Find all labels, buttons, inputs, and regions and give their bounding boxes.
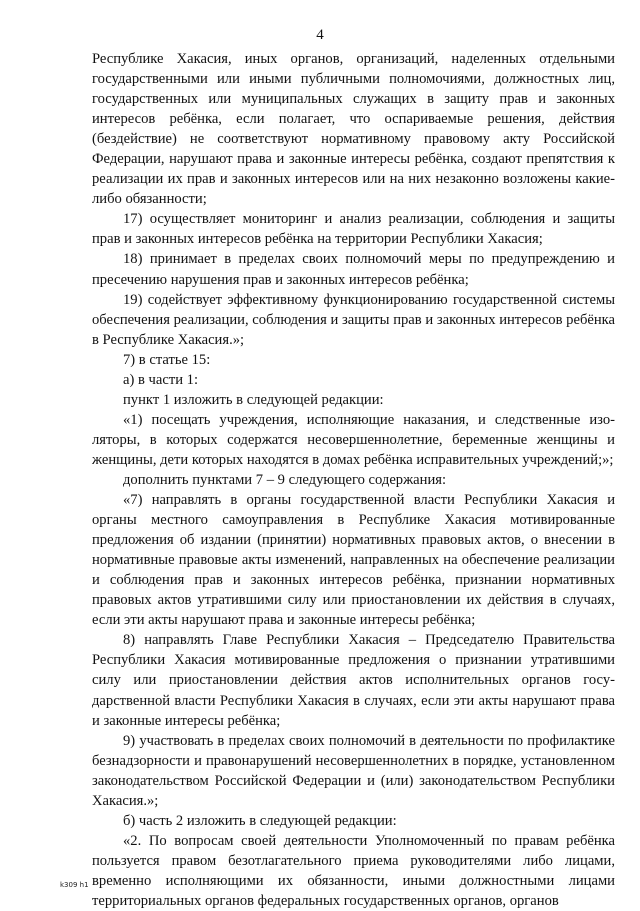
paragraph-continuation: Республике Хакасия, иных органов, организаций, наделенных отдельными государственными или иными публичными полномочиями, должностных лиц, государственных или муниципальных служащих в защиту прав и законных интересов ребёнка, если полагает, что оспариваемые решения, действия (бездействие) не соответствуют нормативному правовому акту Российской Федерации, нарушают права и законные интересы ребёнка, создают препятствия к реализации их прав и законных интересов или на них незаконно возложены какие-либо обязанности;: [92, 51, 615, 208]
paragraph-part-2-text: «2. По вопросам своей деятельности Уполномоченный по правам ребёнка пользуется правом безотлагательного приема руководителями либо лицами, временно исполняющими их обязанности, иными должностными лицами территориальных органов федеральных государственных органов, органов: [92, 832, 615, 909]
paragraph-point-7: «7) направлять в органы государственной власти Республики Хакасия и органы местного самоуправления в Республике Хакасия мотивированные предложения об издании (принятии) нормативных правовых актов, о внесении в нормативные правовые акты изменений, направленных на обеспечение реализации и соблюдения прав и законных интересов ребёнка, признании нормативных правовых актов утратившими силу или приостановлении их действия в случаях, если эти акты нарушают права и законные интересы ребёнка;: [92, 492, 615, 629]
paragraph-part-1: а) в части 1:: [123, 371, 199, 388]
footer-document-code: k309 h1: [60, 881, 89, 889]
paragraph-item-19: 19) содействует эффективному функционированию государственной системы обеспечения реализации, соблюдения и защиты прав и законных интересов ребёнка в Республике Хакасия.»;: [92, 291, 615, 348]
paragraph-part-2-intro: б) часть 2 изложить в следующей редакции:: [123, 812, 397, 829]
paragraph-point-1-text: «1) посещать учреждения, исполняющие наказания, и следственные изоляторы, в которых содержатся несовершеннолетние, беременные женщины и женщины, дети которых находятся в домах ребёнка исправительных учреждений;»;: [92, 411, 615, 468]
page-number: 4: [316, 27, 324, 43]
document-body: [92, 49, 615, 911]
paragraph-item-17: 17) осуществляет мониторинг и анализ реализации, соблюдения и защиты прав и законных интересов ребёнка на территории Республики Хакасия;: [92, 211, 615, 248]
paragraph-point-9: 9) участвовать в пределах своих полномочий в деятельности по профилактике безнадзорности и правонарушений несовершеннолетних в порядке, установленном законодательством Российской Федерации и (или) законодательством Республики Хакасия.»;: [92, 732, 615, 809]
paragraph-point-1-intro: пункт 1 изложить в следующей редакции:: [123, 391, 384, 408]
paragraph-item-18: 18) принимает в пределах своих полномочий меры по предупреждению и пресечению нарушения прав и законных интересов ребёнка;: [92, 251, 615, 288]
paragraph-article-15: 7) в статье 15:: [123, 351, 211, 368]
paragraph-point-8: 8) направлять Главе Республики Хакасия – Председателю Правительства Республики Хакасия мотивированные предложения о признании утратившими силу или приостановлении действия актов исполнительных органов государственной власти Республики Хакасия в случаях, если эти акты нарушают права и законные интересы ребёнка;: [92, 632, 615, 729]
paragraph-add-points-intro: дополнить пунктами 7 – 9 следующего содержания:: [123, 471, 447, 488]
